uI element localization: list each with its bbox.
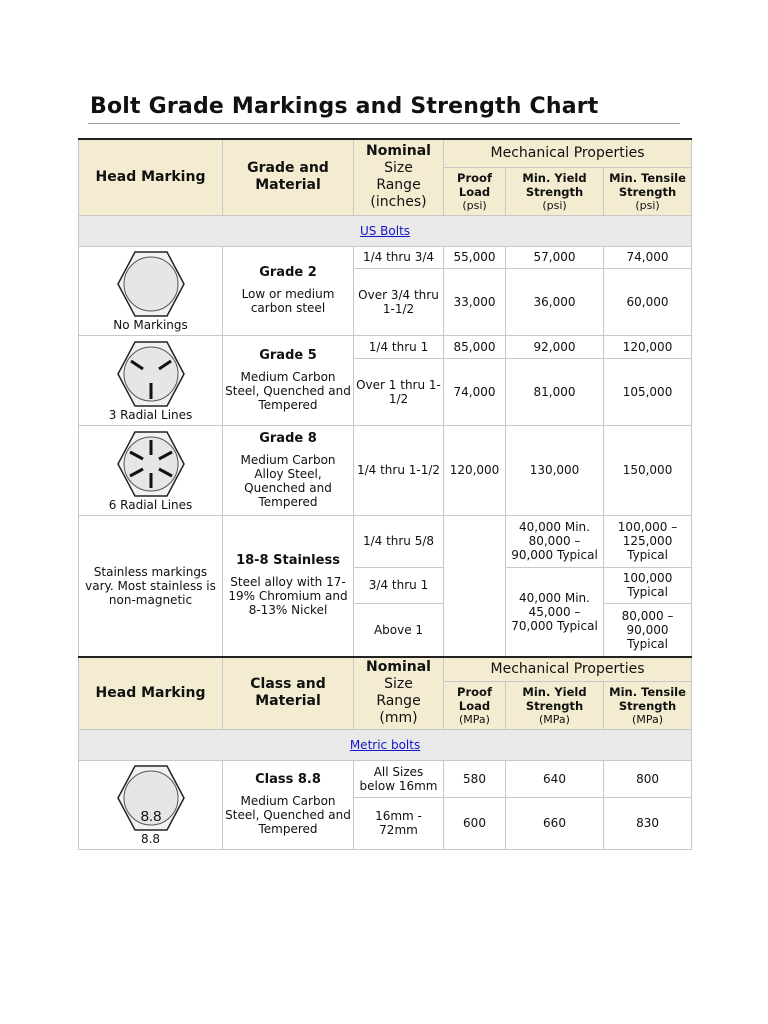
grade2-material-cell: [223, 246, 354, 335]
grade-description: Medium Carbon Steel, Quenched and Tempered: [225, 794, 351, 836]
size-cell: Above 1: [354, 603, 444, 657]
yield-cell: 92,000: [506, 335, 604, 358]
grade8-head-cell: [79, 425, 223, 515]
size-cell: All Sizes below 16mm: [354, 760, 444, 797]
tensile-cell: 100,000 – 125,000 Typical: [604, 515, 692, 567]
tensile-cell: 800: [604, 760, 692, 797]
grade-description: Steel alloy with 17-19% Chromium and 8-13% Nickel: [228, 575, 348, 618]
hex-head-8-8-icon: [115, 763, 187, 833]
head-stamp-text: 8.8: [140, 808, 161, 825]
metric-section-row: [79, 729, 692, 760]
class88-material-cell: [223, 760, 354, 849]
tensile-cell: 105,000: [604, 358, 692, 425]
stainless-head-cell: [79, 515, 223, 657]
tensile-cell: 120,000: [604, 335, 692, 358]
title-divider: [88, 123, 680, 124]
tensile-cell: 74,000: [604, 246, 692, 268]
us-header-min-yield: Min. Yield Strength (psi): [506, 167, 604, 215]
metric-header-proof-load: Proof Load (MPa): [444, 681, 506, 729]
size-cell: 1/4 thru 3/4: [354, 246, 444, 268]
marking-label: 6 Radial Lines: [108, 497, 193, 512]
metric-bolts-link[interactable]: Metric bolts: [79, 729, 692, 760]
size-cell: 1/4 thru 5/8: [354, 515, 444, 567]
tensile-cell: 150,000: [604, 425, 692, 515]
size-cell: 16mm - 72mm: [354, 797, 444, 849]
table-row: [79, 335, 692, 358]
metric-header-head-marking: Head Marking: [79, 657, 223, 729]
us-section-row: [79, 215, 692, 246]
tensile-cell: 80,000 – 90,000 Typical: [604, 603, 692, 657]
tensile-cell: 100,000 Typical: [604, 567, 692, 603]
grade-name: Grade 8: [259, 430, 317, 446]
hex-head-no-markings-icon: [115, 249, 187, 319]
hex-head-6-radial-lines-icon: [115, 429, 187, 499]
metric-header-row: [79, 657, 692, 681]
metric-header-min-yield: Min. Yield Strength (MPa): [506, 681, 604, 729]
proof-cell: 580: [444, 760, 506, 797]
yield-cell: 660: [506, 797, 604, 849]
proof-cell: 33,000: [444, 268, 506, 335]
grade5-head-cell: [79, 335, 223, 425]
metric-header-min-tensile: Min. Tensile Strength (MPa): [604, 681, 692, 729]
us-header-grade-material: Grade and Material: [223, 139, 354, 215]
yield-cell: 36,000: [506, 268, 604, 335]
bolt-grade-table: [78, 138, 692, 850]
proof-cell: 74,000: [444, 358, 506, 425]
grade-name: Grade 2: [259, 265, 317, 280]
us-header-min-tensile: Min. Tensile Strength (psi): [604, 167, 692, 215]
page-title: Bolt Grade Markings and Strength Chart: [90, 94, 599, 119]
proof-cell: 120,000: [444, 425, 506, 515]
grade5-material-cell: [223, 335, 354, 425]
metric-header-class-material: Class and Material: [223, 657, 354, 729]
yield-cell: 640: [506, 760, 604, 797]
grade-name: 18-8 Stainless: [236, 553, 340, 569]
proof-cell: 85,000: [444, 335, 506, 358]
marking-label: No Markings: [113, 318, 188, 332]
tensile-cell: 830: [604, 797, 692, 849]
proof-cell: 55,000: [444, 246, 506, 268]
grade-name: Grade 5: [259, 347, 317, 363]
yield-cell: 81,000: [506, 358, 604, 425]
grade2-head-cell: [79, 246, 223, 335]
class88-head-cell: [79, 760, 223, 849]
metric-header-mechanical-properties: Mechanical Properties: [444, 657, 692, 681]
grade-description: Medium Carbon Alloy Steel, Quenched and Tempered: [240, 452, 336, 509]
table-row: [79, 760, 692, 797]
table-row: [79, 425, 692, 515]
size-cell: Over 1 thru 1-1/2: [354, 358, 444, 425]
size-cell: 1/4 thru 1-1/2: [354, 425, 444, 515]
yield-cell: 130,000: [506, 425, 604, 515]
grade8-material-cell: [223, 425, 354, 515]
table-row: [79, 515, 692, 567]
proof-cell: 600: [444, 797, 506, 849]
table-row: [79, 246, 692, 268]
proof-cell: [444, 515, 506, 657]
yield-cell: 57,000: [506, 246, 604, 268]
metric-header-nominal-size: Nominal Size Range (mm): [354, 657, 444, 729]
hex-head-3-radial-lines-icon: [115, 339, 187, 409]
marking-label: 3 Radial Lines: [108, 407, 193, 422]
yield-cell: 40,000 Min. 80,000 – 90,000 Typical: [506, 515, 604, 567]
us-header-row: [79, 139, 692, 167]
tensile-cell: 60,000: [604, 268, 692, 335]
size-cell: 1/4 thru 1: [354, 335, 444, 358]
stainless-material-cell: [223, 515, 354, 657]
grade-description: Medium Carbon Steel, Quenched and Tempered: [225, 369, 351, 412]
grade-name: Class 8.8: [255, 772, 321, 787]
size-cell: 3/4 thru 1: [354, 567, 444, 603]
size-cell: Over 3/4 thru 1-1/2: [354, 268, 444, 335]
grade-description: Low or medium carbon steel: [241, 287, 335, 315]
yield-cell: 40,000 Min. 45,000 – 70,000 Typical: [506, 567, 604, 657]
marking-label: 8.8: [140, 832, 161, 846]
marking-label: Stainless markings vary. Most stainless is non-magnetic: [85, 564, 216, 607]
us-header-proof-load: Proof Load (psi): [444, 167, 506, 215]
us-header-nominal-size: Nominal Size Range (inches): [354, 139, 444, 215]
us-header-mechanical-properties: Mechanical Properties: [444, 139, 692, 167]
us-header-head-marking: Head Marking: [79, 139, 223, 215]
us-bolts-link[interactable]: US Bolts: [79, 215, 692, 246]
